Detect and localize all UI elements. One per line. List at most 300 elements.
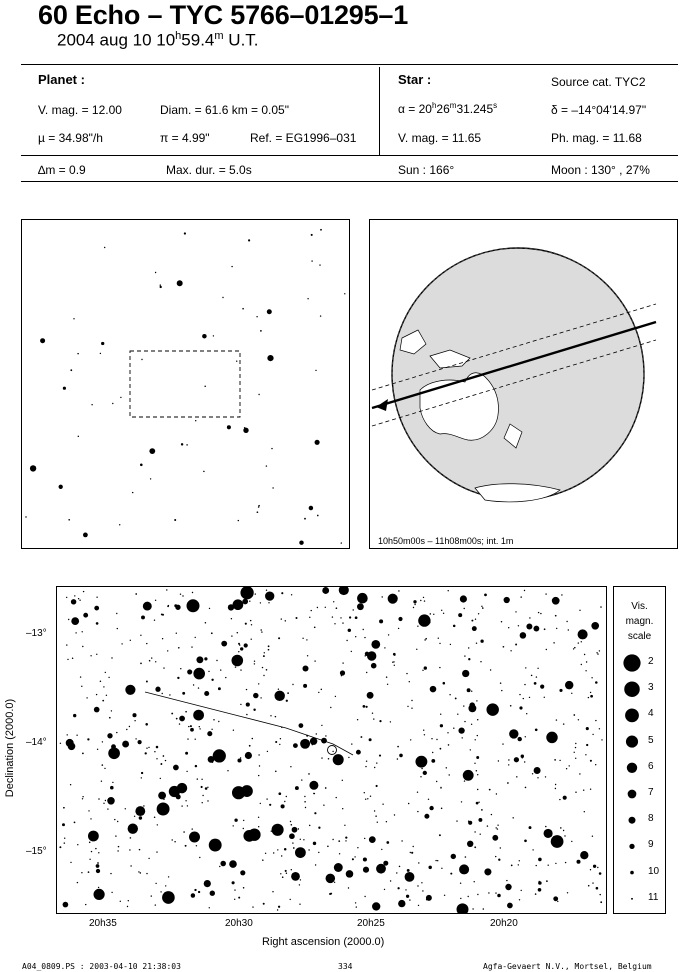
scale-magnitude-label: 9 (648, 839, 654, 851)
star-dot (510, 705, 512, 707)
star-dot (327, 846, 329, 848)
star-dot (141, 777, 142, 778)
star-dot (210, 891, 215, 896)
star-dot (262, 667, 263, 668)
star-dot (25, 516, 26, 517)
star-dot (218, 721, 219, 722)
star-dot (272, 891, 273, 892)
star-dot (591, 622, 599, 630)
star-dot (440, 724, 443, 727)
star-dot (213, 749, 226, 762)
star-dot (469, 845, 470, 846)
star-dot (82, 798, 83, 799)
star-dot (243, 887, 245, 889)
star-dot (138, 740, 142, 744)
star-dot (130, 837, 132, 839)
ra-minute-unit: m (449, 101, 457, 110)
star-dot (195, 420, 196, 421)
star-dot (275, 741, 277, 743)
star-dot (117, 850, 118, 851)
star-dot (557, 901, 558, 902)
star-dot (120, 901, 121, 902)
planet-heading: Planet : (38, 72, 85, 87)
star-chart (57, 587, 606, 913)
star-dot (415, 756, 427, 768)
star-dot (431, 738, 432, 739)
star-dot (68, 619, 69, 620)
star-dot (110, 786, 114, 790)
star-dot (135, 593, 137, 595)
star-dot (505, 884, 511, 890)
star-dot (238, 520, 239, 521)
star-dot (575, 743, 576, 744)
header-divider-middle (21, 155, 678, 156)
star-dot (417, 811, 418, 812)
star-dot (317, 515, 319, 517)
star-dot (433, 614, 434, 615)
star-dot (546, 732, 557, 743)
ra-second-unit: s (493, 101, 498, 110)
star-dot (238, 651, 239, 652)
star-dot (418, 862, 419, 863)
star-dot (390, 721, 391, 722)
star-dot (511, 865, 513, 867)
star-dot (90, 655, 91, 656)
star-dot (537, 668, 538, 669)
globe-panel (369, 219, 678, 549)
star-dot (91, 404, 92, 405)
star-dot (239, 644, 240, 645)
star-dot (64, 842, 65, 843)
star-dot (451, 854, 456, 859)
star-dot (457, 714, 458, 715)
star-dot (277, 909, 278, 910)
star-dot (355, 636, 356, 637)
star-dot (426, 899, 427, 900)
star-dot (301, 779, 302, 780)
star-dot (360, 736, 362, 738)
star-dot (111, 710, 112, 711)
star-dot (344, 293, 345, 294)
star-dot (140, 635, 141, 636)
star-dot (321, 725, 322, 726)
star-dot (89, 842, 91, 844)
star-dot (512, 817, 513, 818)
star-dot (240, 647, 243, 650)
star-dot (477, 719, 478, 720)
star-dot (179, 723, 180, 724)
star-dot (565, 862, 566, 863)
star-dot (246, 714, 248, 716)
star-dot (176, 633, 177, 634)
star-dot (175, 605, 180, 610)
ra-tick-1: 20h35 (89, 918, 117, 929)
star-dot (461, 801, 462, 802)
star-dot (82, 753, 84, 755)
star-dot (335, 696, 336, 697)
star-dot (300, 739, 310, 749)
star-dot (185, 800, 186, 801)
star-dot (363, 857, 367, 861)
star-dot (439, 643, 440, 644)
ra-tick-4: 20h20 (490, 918, 518, 929)
star-dot (287, 692, 289, 694)
star-dot (436, 781, 437, 782)
star-dot (100, 680, 102, 682)
star-dot (435, 860, 436, 861)
star-dot (73, 714, 76, 717)
star-dot (253, 693, 258, 698)
star-dot (480, 661, 481, 662)
star-dot (82, 796, 83, 797)
star-dot (281, 727, 282, 728)
star-dot (267, 751, 268, 752)
star-dot (311, 260, 312, 261)
star-dot (510, 650, 511, 651)
star-dot (260, 803, 261, 804)
star-chart-panel (56, 586, 607, 914)
star-dot (274, 691, 284, 701)
star-dot (178, 647, 180, 649)
star-dot (476, 700, 477, 701)
star-dot (405, 872, 415, 882)
star-dot (474, 831, 475, 832)
star-dot (255, 593, 256, 594)
star-declination: δ = –14°04'14.97" (551, 103, 647, 117)
star-dot (141, 772, 143, 774)
star-dot (585, 670, 586, 671)
star-dot (418, 905, 419, 906)
star-dot (66, 597, 67, 598)
star-dot (165, 795, 166, 796)
star-dot (546, 880, 548, 882)
star-dot (278, 833, 279, 834)
star-dot (407, 869, 410, 872)
star-dot (185, 845, 187, 847)
star-dot (411, 708, 412, 709)
star-dot (187, 805, 188, 806)
star-dot (139, 849, 141, 851)
star-dot (440, 748, 442, 750)
star-dot (198, 891, 200, 893)
star-dot (462, 670, 469, 677)
star-dot (160, 286, 162, 288)
star-dot (108, 747, 120, 759)
event-time (57, 30, 259, 51)
star-dot (125, 808, 126, 809)
star-dot (340, 617, 341, 618)
star-dot (476, 756, 479, 759)
star-dot (312, 744, 313, 745)
star-dot (379, 755, 381, 757)
star-dot (204, 385, 206, 387)
star-dot (256, 316, 257, 317)
star-dot (117, 628, 118, 629)
star-dot (351, 743, 352, 744)
star-dot (334, 882, 335, 883)
star-dot (413, 607, 414, 608)
star-dot (97, 862, 99, 864)
star-dot (475, 739, 476, 740)
star-dot (501, 621, 502, 622)
star-dot (458, 727, 464, 733)
star-dot (560, 827, 562, 829)
star-dot (285, 620, 286, 621)
star-dot (267, 598, 269, 600)
star-dot (88, 810, 89, 811)
star-dot (108, 677, 109, 678)
star-dot (190, 728, 194, 732)
star-dot (518, 625, 519, 626)
star-dot (96, 864, 100, 868)
star-dot (154, 751, 155, 752)
star-dot (365, 766, 366, 767)
star-dot (565, 681, 573, 689)
star-dot (548, 865, 549, 866)
star-dot (420, 600, 421, 601)
star-dot (590, 760, 592, 762)
star-dot (353, 609, 354, 610)
scale-dot (625, 709, 639, 723)
scale-dot (629, 844, 634, 849)
star-dot (586, 661, 587, 662)
star-dot (332, 616, 333, 617)
star-dot (160, 284, 162, 286)
star-dot (439, 667, 440, 668)
star-dot (326, 874, 336, 884)
star-dot (237, 758, 241, 762)
star-dot (203, 471, 205, 473)
star-dot (428, 799, 429, 800)
star-dot (87, 738, 89, 740)
star-dot (116, 732, 117, 733)
star-dot (591, 677, 592, 678)
star-dot (163, 755, 165, 757)
star-dot (222, 297, 223, 298)
star-dot (281, 618, 282, 619)
star-dot (424, 666, 427, 669)
star-dot (85, 904, 86, 905)
star-dot (59, 846, 61, 848)
star-dot (291, 594, 292, 595)
star-dot (73, 318, 74, 319)
star-dot (323, 804, 324, 805)
star-dot (599, 650, 600, 651)
star-dot (520, 596, 521, 597)
star-dot (502, 743, 503, 744)
star-dot (134, 720, 135, 721)
star-dot (540, 613, 541, 614)
star-dot (345, 840, 346, 841)
star-dot (82, 646, 83, 647)
star-dot (409, 899, 410, 900)
star-dot (313, 793, 314, 794)
star-dot (424, 639, 425, 640)
star-dot (163, 799, 164, 800)
star-dot (63, 902, 69, 908)
star-dot (440, 787, 441, 788)
star-dot (280, 738, 281, 739)
star-dot (76, 735, 77, 736)
star-dot (258, 505, 260, 507)
star-dot (192, 592, 193, 593)
star-dot (495, 892, 496, 893)
star-dot (504, 597, 510, 603)
star-dot (295, 617, 297, 619)
star-dot (340, 670, 345, 675)
star-dot (332, 839, 333, 840)
star-dot (443, 613, 444, 614)
star-dot (267, 309, 272, 314)
star-dot (160, 763, 162, 765)
star-dot (590, 789, 591, 790)
header-divider-top (21, 64, 678, 65)
star-dot (145, 723, 148, 726)
ra-tick-3: 20h25 (357, 918, 385, 929)
star-dot (207, 787, 208, 788)
star-dot (155, 904, 156, 905)
star-dot (187, 669, 192, 674)
zoom-region-box (130, 351, 240, 417)
star-dot (232, 655, 244, 667)
star-dot (140, 872, 142, 874)
star-dot (162, 891, 175, 904)
star-dot (596, 652, 597, 653)
star-dot (508, 764, 509, 765)
star-dot (270, 715, 271, 716)
star-dot (88, 831, 99, 842)
star-dot (538, 858, 542, 862)
star-dot (162, 638, 163, 639)
star-dot (232, 866, 233, 867)
star-dot (96, 654, 97, 655)
star-dot (205, 622, 207, 624)
star-dot (72, 658, 74, 660)
star-dot (393, 661, 394, 662)
star-dot (278, 689, 279, 690)
star-dot (77, 353, 79, 355)
star-dot (265, 853, 266, 854)
star-dot (475, 619, 476, 620)
star-dot (509, 729, 518, 738)
star-dot (96, 597, 97, 598)
star-dot (252, 906, 253, 907)
star-dot (476, 642, 477, 643)
star-dot (257, 511, 259, 513)
star-dot (259, 765, 260, 766)
star-dot (225, 677, 226, 678)
star-dot (406, 895, 409, 898)
star-dot (471, 724, 472, 725)
star-dot (448, 744, 450, 746)
star-dot (520, 632, 527, 639)
star-dot (307, 655, 308, 656)
star-dot (311, 610, 312, 611)
star-dot (180, 594, 181, 595)
star-dot (121, 643, 122, 644)
star-dot (249, 601, 250, 602)
star-dot (394, 665, 395, 666)
star-dot (529, 617, 530, 618)
star-dot (95, 848, 96, 849)
hour-unit: h (175, 30, 182, 42)
footer-file-info: A04_0809.PS : 2003-04-10 21:38:03 (22, 962, 181, 971)
star-dot (424, 814, 429, 819)
star-dot (312, 785, 313, 786)
star-dot (477, 789, 478, 790)
star-dot (182, 595, 183, 596)
star-dot (97, 749, 98, 750)
star-dot (377, 822, 378, 823)
star-dot (189, 832, 200, 843)
star-dot (117, 821, 118, 822)
star-dot (314, 626, 316, 628)
star-dot (110, 873, 111, 874)
star-dot (292, 842, 293, 843)
star-dot (103, 686, 104, 687)
star-dot (155, 272, 156, 273)
star-dot (551, 835, 564, 848)
star-dot (388, 594, 398, 604)
star-dot (375, 815, 377, 817)
star-dot (94, 606, 99, 611)
star-dot (410, 852, 411, 853)
star-dot (233, 730, 234, 731)
star-dot (104, 247, 105, 248)
star-dot (568, 629, 569, 630)
star-dot (248, 828, 260, 840)
star-dot (199, 857, 200, 858)
star-dot (243, 828, 244, 829)
magnitude-drop: ∆m = 0.9 (38, 163, 86, 177)
scale-title-line: magn. (625, 616, 654, 627)
star-dot (321, 689, 322, 690)
star-dot (221, 641, 227, 647)
star-dot (174, 841, 175, 842)
star-dot (526, 623, 532, 629)
star-dot (501, 690, 502, 691)
star-dot (535, 893, 537, 895)
star-dot (398, 628, 399, 629)
star-dot (182, 692, 185, 695)
star-dot (563, 723, 564, 724)
star-dot (146, 873, 147, 874)
star-dot (420, 776, 421, 777)
star-dot (409, 681, 410, 682)
star-dot (300, 879, 301, 880)
star-dot (332, 751, 333, 752)
star-dot (202, 795, 203, 796)
star-dot (476, 802, 479, 805)
star-dot (497, 828, 498, 829)
star-dot (232, 786, 245, 799)
star-dot (279, 744, 280, 745)
star-dot (190, 725, 192, 727)
star-dot (246, 689, 247, 690)
star-dot (75, 632, 76, 633)
star-dot (599, 872, 602, 875)
star-dot (424, 600, 425, 601)
star-dot (195, 637, 196, 638)
scale-magnitude-label: 7 (648, 787, 654, 798)
star-dot (391, 594, 392, 595)
star-dot (169, 786, 180, 797)
star-dot (207, 731, 212, 736)
star-dot (243, 428, 248, 433)
star-dot (325, 735, 326, 736)
star-dot (129, 849, 130, 850)
star-dot (291, 872, 300, 881)
